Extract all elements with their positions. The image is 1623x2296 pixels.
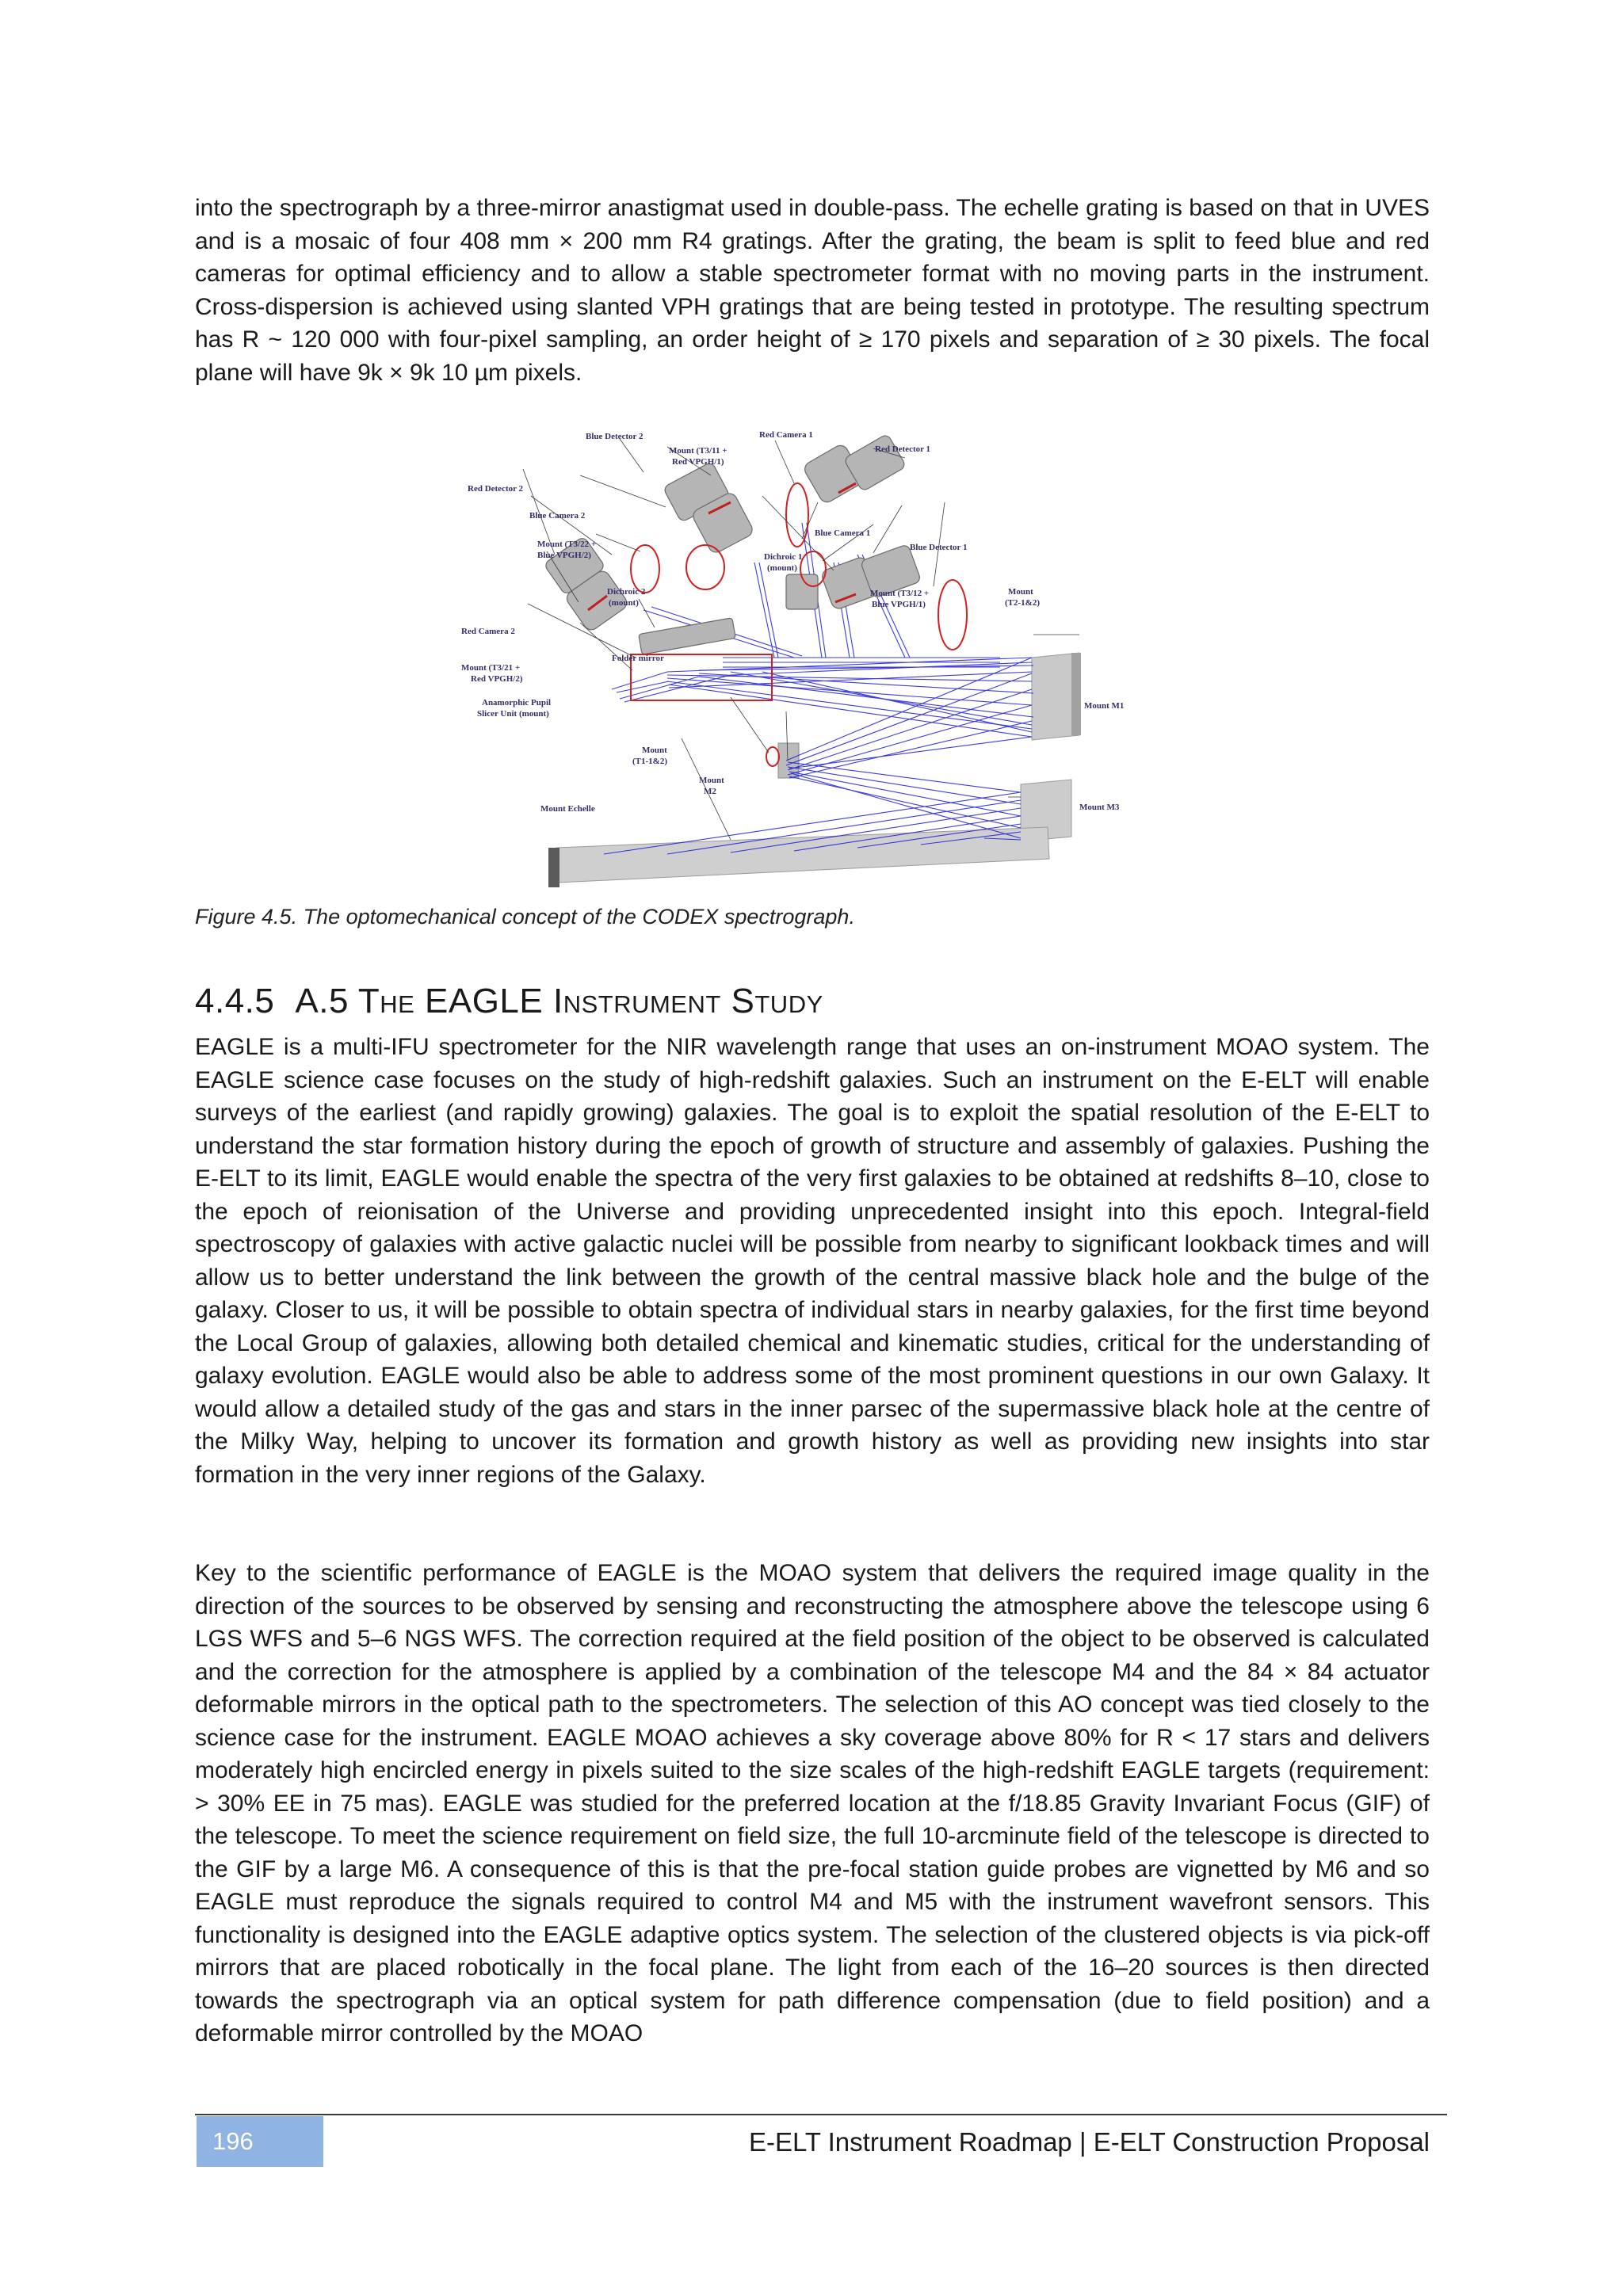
echelle-end [548, 848, 559, 887]
label-mount-t2-1: Mount [1008, 587, 1033, 597]
label-blue-camera-1: Blue Camera 1 [815, 528, 871, 538]
label-red-detector-1: Red Detector 1 [875, 444, 931, 454]
label-dichroic-1-2: (mount) [767, 563, 797, 573]
dichroic-1-mount [786, 574, 818, 609]
label-mount-t321-2: Red VPGH/2) [471, 674, 523, 684]
label-mount-t2-2: (T2-1&2) [1005, 598, 1040, 608]
eagle-paragraph-2: Key to the scientific performance of EAGLE is the MOAO system that delivers the required image quality in the direction of the sources to be observed by sensing and reconstructing the atmosphere above the telescope using 6 LGS WFS and 5–6 NGS WFS. The correction required at the field position of the object to be observed is calculated and the correction for the atmosphere is applied by a combination of the telescope M4 and the 84 × 84 actuator deformable mirrors in the optical path to the spectrometers. The selection of this AO concept was tied closely to the science case for the instrument. EAGLE MOAO achieves a sky coverage above 80% for R < 17 stars and delivers moderately high encircled energy in pixels suited to the size scales of the high-redshift EAGLE targets (requirement: > 30% EE in 75 mas). EAGLE was studied for the preferred location at the f/18.85 Gravity Invariant Focus (GIF) of the telescope. To meet the science requirement on field size, the full 10-arcminute field of the telescope is directed to the GIF by a large M6. A consequence of this is that the pre-focal station guide probes are vignetted by M6 and so EAGLE must reproduce the signals required to control M4 and M5 with the instrument wavefront sensors. This functionality is designed into the EAGLE adaptive optics system. The selection of the clustered objects is via pick-off mirrors that are placed robotically in the focal plane. The light from each of the 16–20 sources is then directed towards the spectrograph via an optical system for path difference compensation (due to field position) and a deformable mirror controlled by the MOAO [195, 1560, 1430, 2046]
mirror-m1-edge [1071, 653, 1081, 735]
label-mount-t311-2: Red VPGH/1) [672, 457, 724, 467]
label-mount-t322-2: Blue VPGH/2) [537, 551, 591, 560]
intro-paragraph: into the spectrograph by a three-mirror anastigmat used in double-pass. The echelle grating is based on that in UVES and is a mosaic of four 408 mm × 200 mm R4 gratings. After the grating, the beam is split to feed blue and red cameras for optimal efficiency and to allow a stable spectrometer format with no moving parts in the instrument. Cross-dispersion is achieved using slanted VPH gratings that are being tested in prototype. The resulting spectrum has R ~ 120 000 with four-pixel sampling, an order height of ≥ 170 pixels and separation of ≥ 30 pixels. The focal plane will have 9k × 9k 10 µm pixels. [195, 195, 1430, 386]
label-mount-t311-1: Mount (T3/11 + [669, 446, 727, 456]
footer-title: E-ELT Instrument Roadmap | E-ELT Construction Proposal [748, 2127, 1430, 2157]
label-red-detector-2: Red Detector 2 [468, 484, 524, 494]
section-heading [195, 979, 823, 1024]
label-mount-m2-2: M2 [704, 787, 716, 796]
label-blue-camera-2: Blue Camera 2 [529, 511, 586, 521]
label-red-camera-2: Red Camera 2 [461, 627, 515, 636]
label-blue-detector-1: Blue Detector 1 [910, 543, 968, 552]
codex-spectrograph-figure [461, 420, 1162, 891]
label-mount-echelle: Mount Echelle [540, 804, 595, 814]
label-dichroic-2-2: (mount) [609, 598, 639, 608]
optomechanical-diagram [461, 420, 1162, 891]
section-number: 4.4.5 [195, 982, 275, 1020]
label-dichroic-2-1: Dichroic 2 [607, 587, 646, 597]
label-mount-t312-2: Blue VPGH/1) [872, 600, 926, 609]
footer-rule [195, 2114, 1447, 2115]
label-mount-m2-1: Mount [699, 776, 724, 785]
label-folder-mirror: Folder mirror [612, 654, 664, 663]
label-mount-t322-1: Mount (T3/22 + [537, 540, 597, 549]
label-mount-t312-1: Mount (T3/12 + [870, 589, 930, 598]
label-blue-detector-2: Blue Detector 2 [586, 432, 643, 441]
label-mount-t1-1: Mount [642, 746, 667, 755]
label-dichroic-1-1: Dichroic 1 [764, 552, 803, 562]
label-anamorphic-1: Anamorphic Pupil [482, 698, 552, 707]
label-red-camera-1: Red Camera 1 [759, 430, 813, 440]
label-mount-t321-1: Mount (T3/21 + [461, 663, 521, 673]
page-number-box [197, 2116, 323, 2167]
section-title: A.5 The EAGLE Instrument Study [295, 982, 823, 1020]
label-mount-m3: Mount M3 [1079, 803, 1120, 812]
label-mount-t1-2: (T1-1&2) [632, 757, 667, 766]
label-mount-m1: Mount M1 [1084, 701, 1125, 711]
label-anamorphic-2: Slicer Unit (mount) [477, 709, 549, 719]
page-number: 196 [212, 2127, 254, 2155]
eagle-paragraph-1: EAGLE is a multi-IFU spectrometer for the NIR wavelength range that uses an on-instrument MOAO system. The EAGLE science case focuses on the study of high-redshift galaxies. Such an instrument on the E-ELT will enable surveys of the earliest (and rapidly growing) galaxies. The goal is to exploit the spatial resolution of the E-ELT to understand the star formation history during the epoch of growth of structure and assembly of galaxies. Pushing the E-ELT to its limit, EAGLE would enable the spectra of the very first galaxies to be obtained at redshifts 8–10, close to the epoch of reionisation of the Universe and providing unprecedented insight into this epoch. Integral-field spectroscopy of galaxies with active galactic nuclei will be possible from nearby to significant lookback times and will allow us to better understand the link between the growth of the central massive black hole and the bulge of the galaxy. Closer to us, it will be possible to obtain spectra of individual stars in nearby galaxies, for the first time beyond the Local Group of galaxies, allowing both detailed chemical and kinematic studies, critical for the understanding of galaxy evolution. EAGLE would also be able to address some of the most prominent questions in our own Galaxy. It would allow a detailed study of the gas and stars in the inner parsec of the supermassive black hole at the centre of the Milky Way, helping to uncover its formation and growth history as well as providing new insights into star formation in the very inner regions of the Galaxy. [195, 1034, 1430, 1488]
figure-caption: Figure 4.5. The optomechanical concept of the CODEX spectrograph. [195, 905, 855, 929]
